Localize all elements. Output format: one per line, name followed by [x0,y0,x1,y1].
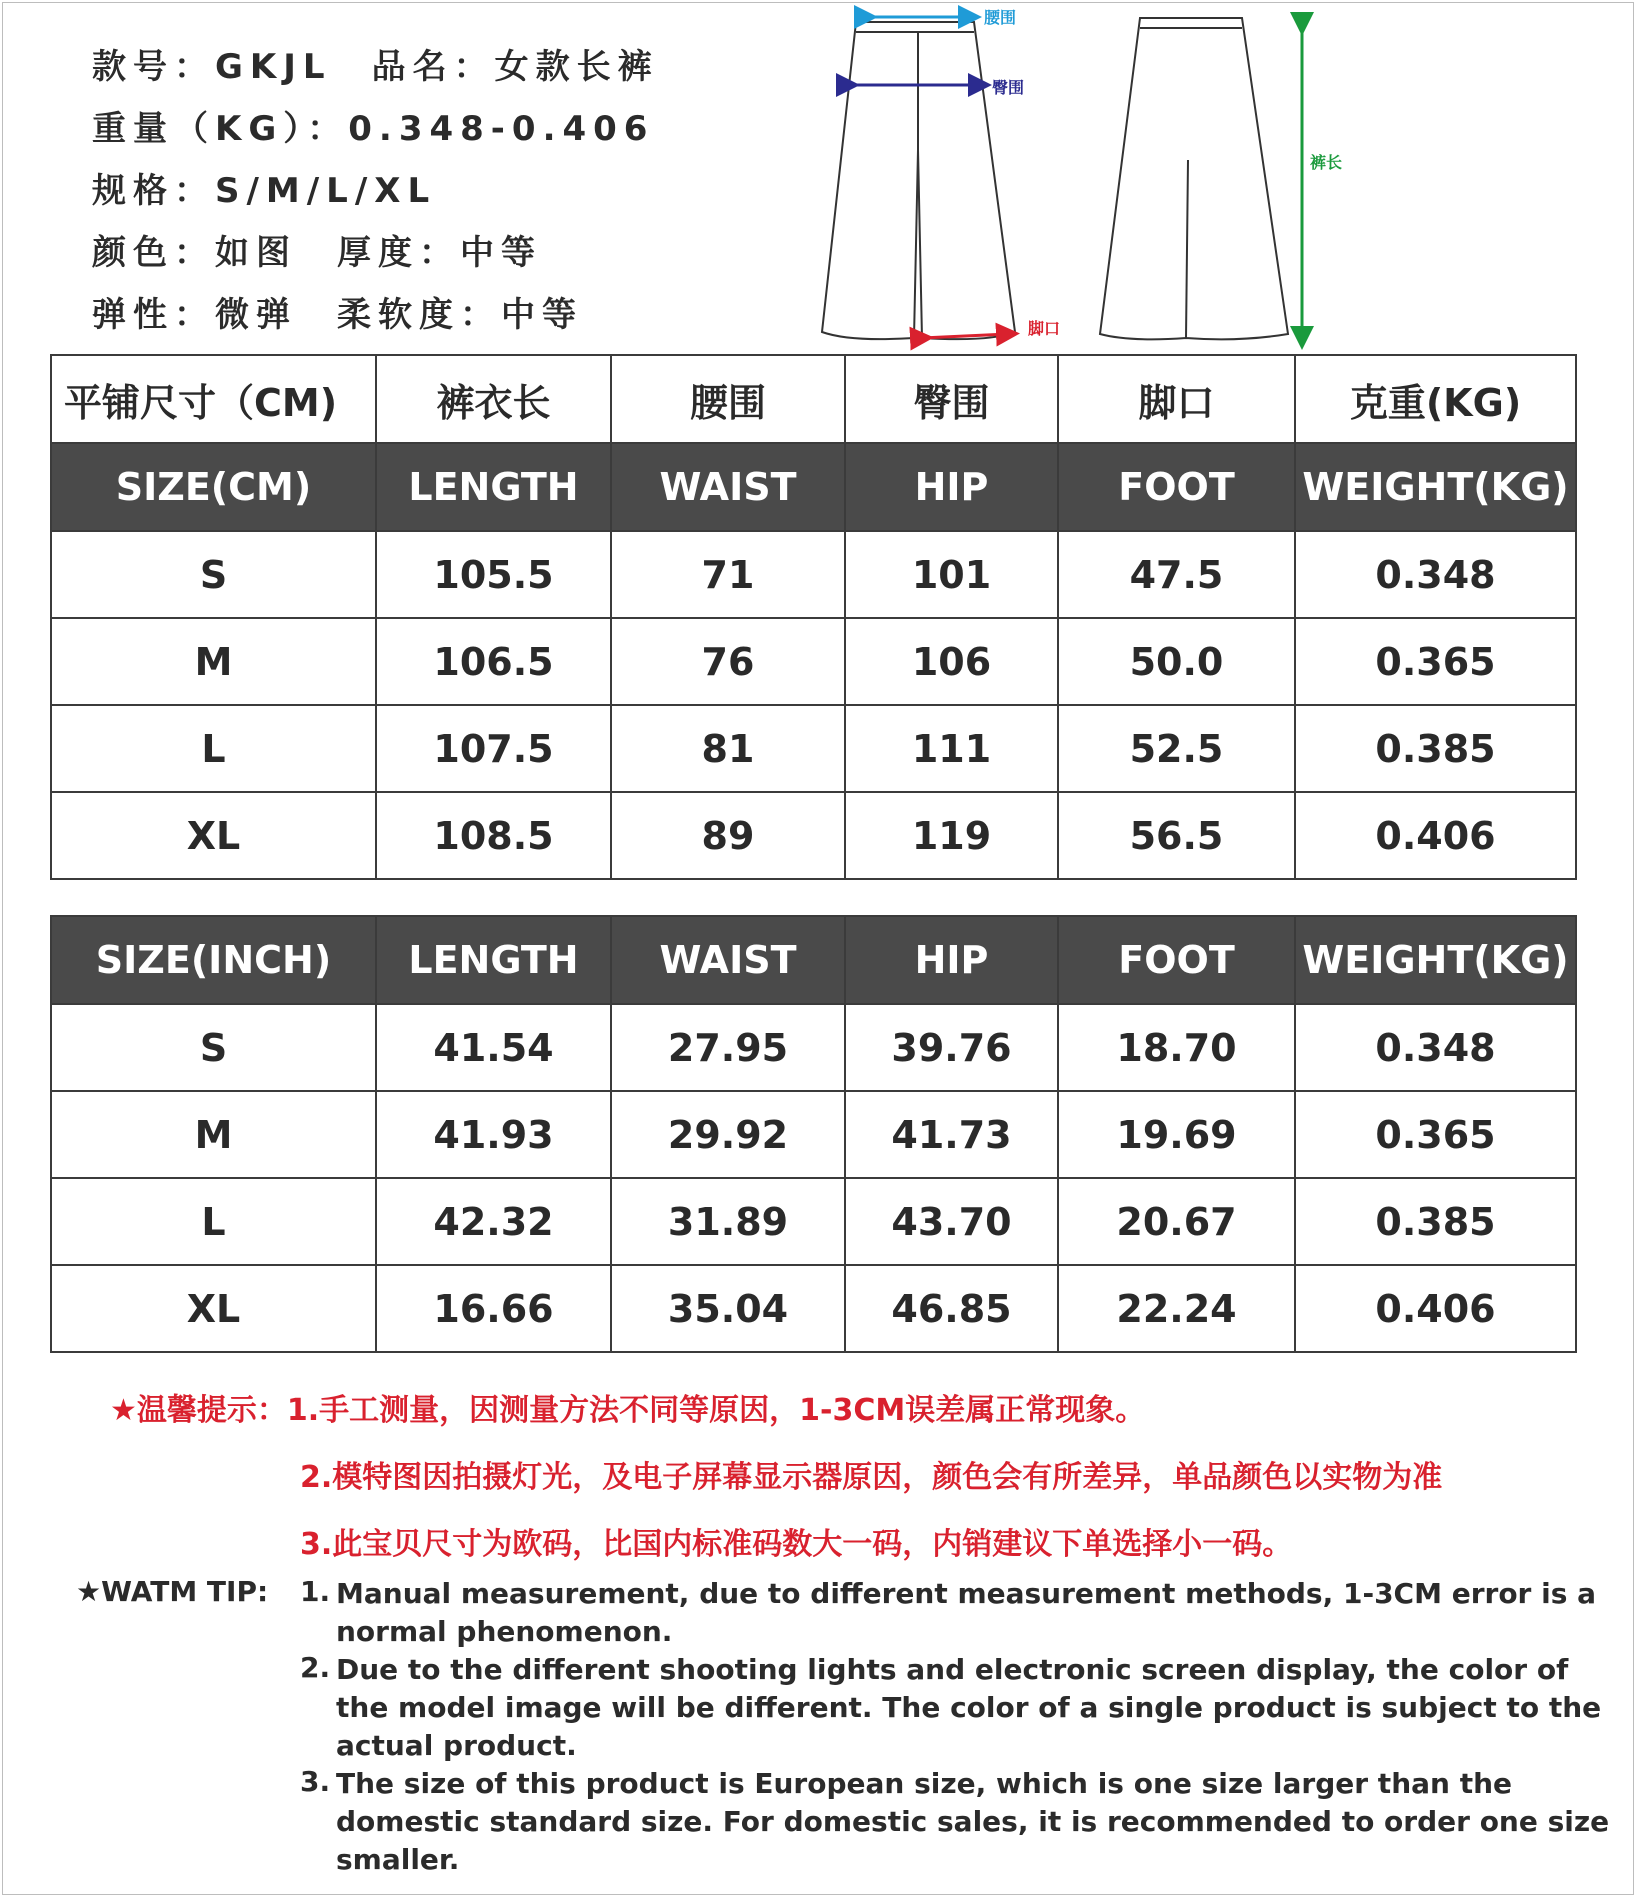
cn-note-1: 1.手工测量，因测量方法不同等原因，1-3CM误差属正常现象。 [286,1393,1146,1428]
spec-line-4 [92,222,659,284]
table-cell: XL [51,792,376,879]
table-cell: 106.5 [376,618,611,705]
header-cell: SIZE(INCH) [51,916,376,1004]
en-note-text: Due to the different shooting lights and electronic screen display, the color of the model image will be different. The color of a single product is subject to the actual product. [336,1653,1602,1762]
table-row [51,1178,1576,1265]
cn-header-cell: 裤衣长 [376,355,611,443]
table-cell: 0.406 [1295,1265,1576,1352]
table-cell: 46.85 [845,1265,1058,1352]
front-pants-outline [822,22,1015,339]
foot-label: 脚口 [1028,319,1061,338]
header-cell: FOOT [1058,443,1295,531]
table-cell: 0.348 [1295,1004,1576,1091]
cn-header-cell: 臀围 [845,355,1058,443]
en-note-item-2 [300,1651,1630,1765]
table-cell: S [51,531,376,618]
table-cell: 105.5 [376,531,611,618]
table-cell: 29.92 [611,1091,845,1178]
header-cell: HIP [845,916,1058,1004]
table-cell: 42.32 [376,1178,611,1265]
table-cell: L [51,1178,376,1265]
table-cell: 18.70 [1058,1004,1295,1091]
table-cell: 89 [611,792,845,879]
table-cell: 41.93 [376,1091,611,1178]
spec-line-1 [92,36,659,98]
en-note-text: The size of this product is European size, which is one size larger than the domestic standard size. For domestic sales, it is recommended to order one size smaller. [336,1767,1610,1876]
table-cell: 50.0 [1058,618,1295,705]
header-cell: WEIGHT(KG) [1295,443,1576,531]
table-cell: 0.406 [1295,792,1576,879]
table-cell: 108.5 [376,792,611,879]
spec-softness: 柔软度：中等 [337,295,583,335]
header-cell: HIP [845,443,1058,531]
style-number: 款号：GKJL [92,47,332,87]
cn-note-row-1 [110,1385,1145,1429]
table-cell: 0.348 [1295,531,1576,618]
table-cell: 43.70 [845,1178,1058,1265]
cn-note-2: 2.模特图因拍摄灯光，及电子屏幕显示器原因，颜色会有所差异，单品颜色以实物为准 [300,1460,1443,1495]
spec-sizes: 规格：S/M/L/XL [92,171,437,211]
en-note-num: 3. [300,1765,331,1798]
back-pants-outline [1100,18,1288,339]
en-note-num: 2. [300,1651,331,1684]
cn-note-3: 3.此宝贝尺寸为欧码，比国内标准码数大一码，内销建议下单选择小一码。 [300,1527,1293,1562]
size-table-inch [50,915,1577,1353]
table-row [51,1091,1576,1178]
table-cell: 52.5 [1058,705,1295,792]
table-cell: 107.5 [376,705,611,792]
table-cell: 19.69 [1058,1091,1295,1178]
en-note-label: ★WATM TIP: [76,1575,269,1608]
table-cell: 0.385 [1295,705,1576,792]
table-cell: 81 [611,705,845,792]
header-cell: WAIST [611,443,845,531]
table-cell: 20.67 [1058,1178,1295,1265]
table-cell: 47.5 [1058,531,1295,618]
table-cell: 41.54 [376,1004,611,1091]
pants-diagram-svg [810,0,1350,352]
table-cell: 71 [611,531,845,618]
table-cell: XL [51,1265,376,1352]
size-table-cm [50,354,1577,880]
en-note-item-3 [300,1765,1630,1879]
table-cell: 35.04 [611,1265,845,1352]
cn-header-cell: 脚口 [1058,355,1295,443]
header-cell: WAIST [611,916,845,1004]
header-cell: SIZE(CM) [51,443,376,531]
table-cell: 106 [845,618,1058,705]
table-cell: 101 [845,531,1058,618]
cn-header-cell: 平铺尺寸（CM) [51,355,376,443]
table-cell: M [51,618,376,705]
cn-header-row [51,355,1576,443]
table-row [51,1004,1576,1091]
table-row [51,705,1576,792]
table-cell: 0.385 [1295,1178,1576,1265]
table-cell: 39.76 [845,1004,1058,1091]
en-note-item-1 [300,1575,1630,1651]
table-row [51,618,1576,705]
table-cell: 76 [611,618,845,705]
length-label: 裤长 [1310,153,1343,172]
table-cell: M [51,1091,376,1178]
table-cell: 56.5 [1058,792,1295,879]
spec-color: 颜色：如图 [92,233,297,273]
table-cell: 31.89 [611,1178,845,1265]
table-cell: 111 [845,705,1058,792]
table-cell: 16.66 [376,1265,611,1352]
cn-header-cell: 克重(KG) [1295,355,1576,443]
header-cell: WEIGHT(KG) [1295,916,1576,1004]
cn-note-label: ★温馨提示： [110,1393,287,1428]
header-cell: LENGTH [376,443,611,531]
table-row [51,1265,1576,1352]
table-cell: 27.95 [611,1004,845,1091]
spec-thickness: 厚度：中等 [337,233,542,273]
waist-label: 腰围 [984,8,1017,27]
cn-header-cell: 腰围 [611,355,845,443]
table-cell: 22.24 [1058,1265,1295,1352]
table-cell: 41.73 [845,1091,1058,1178]
table-row [51,792,1576,879]
spec-line-5 [92,284,659,346]
table-cell: S [51,1004,376,1091]
table-row [51,531,1576,618]
spec-weight: 重量（KG）：0.348-0.406 [92,109,655,149]
en-note-num: 1. [300,1575,331,1608]
pants-diagram [810,0,1350,352]
header-cell: LENGTH [376,916,611,1004]
table-cell: 119 [845,792,1058,879]
header-cell: FOOT [1058,916,1295,1004]
en-header-row [51,443,1576,531]
table-cell: 0.365 [1295,1091,1576,1178]
en-note-text: Manual measurement, due to different measurement methods, 1-3CM error is a normal phenomenon. [336,1577,1597,1648]
spec-elasticity: 弹性：微弹 [92,295,297,335]
en-header-row [51,916,1576,1004]
product-name: 品名：女款长裤 [371,47,659,87]
hip-label: 臀围 [992,78,1025,97]
table-cell: 0.365 [1295,618,1576,705]
product-spec [92,36,659,346]
table-cell: L [51,705,376,792]
